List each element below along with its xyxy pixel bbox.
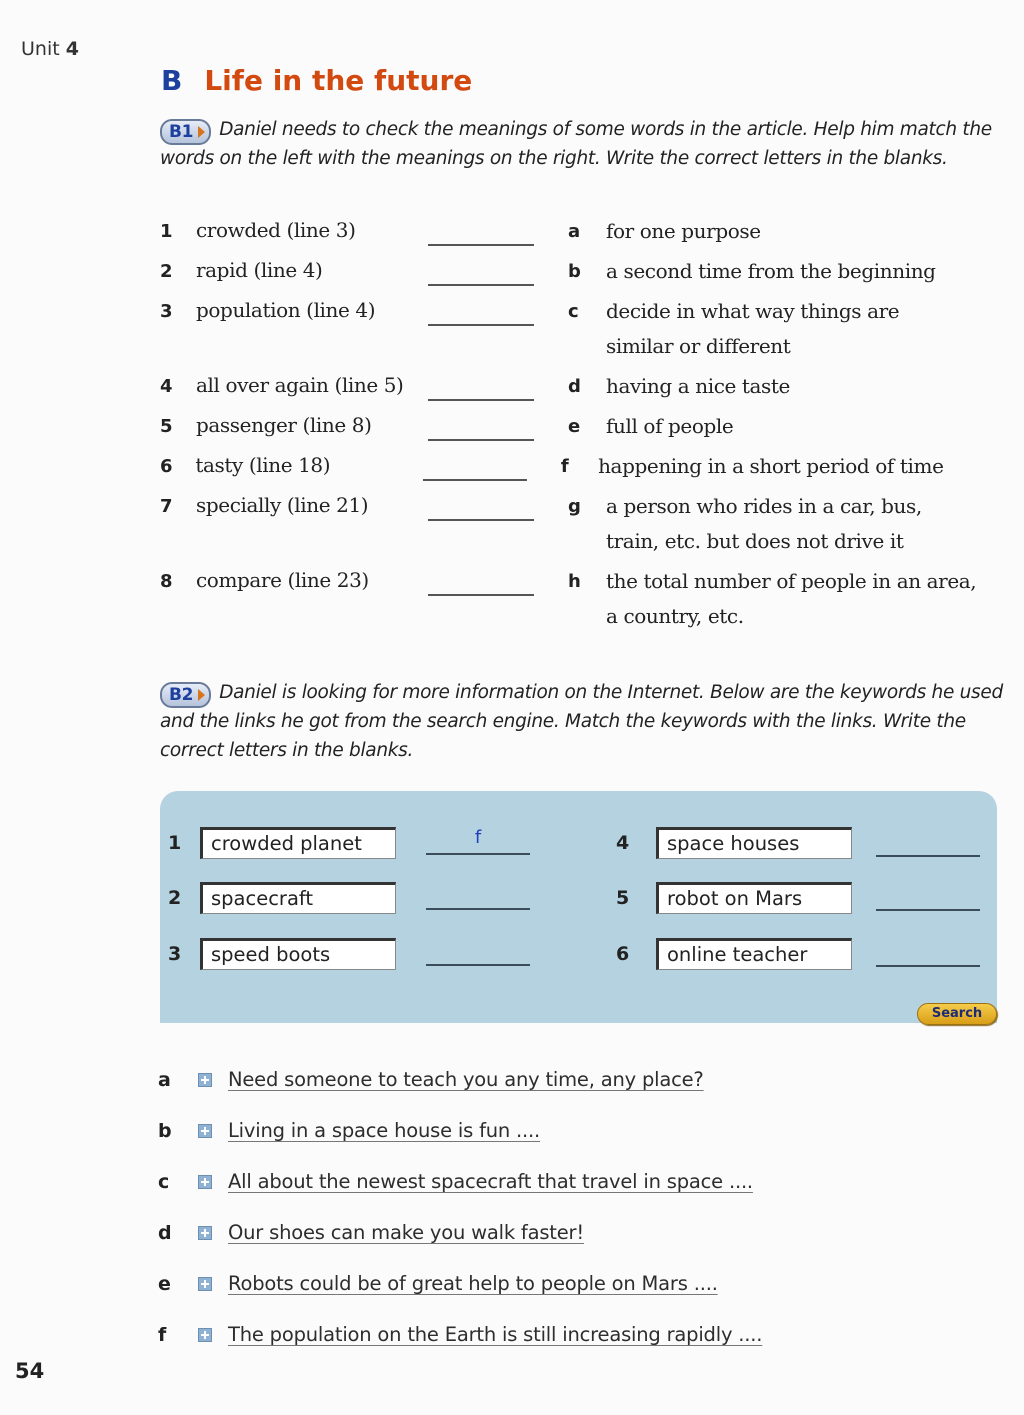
word-number: 6	[160, 456, 173, 477]
keyword-answer-blank[interactable]	[876, 883, 980, 911]
keyword-field[interactable]: space houses	[656, 827, 852, 859]
result-link[interactable]: The population on the Earth is still increasing rapidly ....	[228, 1323, 763, 1346]
keyword-number: 6	[616, 943, 630, 965]
unit-number: 4	[65, 38, 79, 60]
keyword-row	[168, 882, 396, 914]
result-item	[158, 1054, 762, 1105]
result-item	[158, 1309, 762, 1360]
keyword-number: 3	[168, 943, 182, 965]
meaning-letter: d	[568, 376, 581, 397]
word-term: rapid (line 4)	[196, 258, 323, 282]
word-term: all over again (line 5)	[196, 373, 404, 397]
b2-badge	[160, 682, 211, 708]
match-row	[160, 298, 1010, 373]
keyword-field[interactable]: crowded planet	[200, 827, 396, 859]
result-letter: d	[158, 1221, 172, 1244]
answer-blank[interactable]	[428, 568, 534, 596]
match-row	[160, 568, 1010, 643]
b1-instruction-text: Daniel needs to check the meanings of some words in the article. Help him match the words on the left with the meanings on the right. Write the correct letters in the blanks.	[160, 119, 992, 170]
answer-blank[interactable]	[428, 493, 534, 521]
meaning-text: for one purpose	[606, 219, 761, 243]
keyword-number: 2	[168, 887, 182, 909]
keyword-row	[616, 882, 852, 914]
keyword-answer-blank[interactable]	[426, 938, 530, 966]
word-term: compare (line 23)	[196, 568, 369, 592]
play-arrow-icon	[198, 689, 205, 701]
keyword-answer-blank[interactable]: f	[426, 827, 530, 855]
word-term: crowded (line 3)	[196, 218, 356, 242]
result-link[interactable]: Our shoes can make you walk faster!	[228, 1221, 584, 1244]
result-letter: c	[158, 1170, 170, 1193]
word-term: specially (line 21)	[196, 493, 369, 517]
expand-plus-icon[interactable]	[198, 1328, 212, 1342]
result-item	[158, 1105, 762, 1156]
meaning-letter: e	[568, 416, 581, 437]
word-number: 3	[160, 301, 173, 322]
answer-blank[interactable]	[428, 413, 534, 441]
unit-label	[21, 38, 79, 60]
b2-badge-label: B2	[169, 685, 194, 705]
page-number: 54	[15, 1359, 45, 1383]
result-letter: e	[158, 1272, 171, 1295]
meaning-letter: f	[560, 456, 569, 477]
result-link[interactable]: Living in a space house is fun ....	[228, 1119, 541, 1142]
match-row	[160, 413, 1010, 453]
keyword-row	[168, 938, 396, 970]
result-item	[158, 1258, 762, 1309]
word-number: 5	[160, 416, 173, 437]
word-number: 4	[160, 376, 173, 397]
match-row	[160, 258, 1010, 298]
section-title: Life in the future	[204, 64, 473, 97]
section-letter: B	[161, 64, 183, 97]
keyword-number: 5	[616, 887, 630, 909]
b1-instruction	[160, 116, 1010, 174]
meaning-letter: b	[568, 261, 581, 282]
answer-blank[interactable]	[428, 298, 534, 326]
keyword-row	[616, 938, 852, 970]
keyword-field[interactable]: spacecraft	[200, 882, 396, 914]
keyword-row	[168, 827, 396, 859]
keyword-field[interactable]: speed boots	[200, 938, 396, 970]
meaning-letter: a	[568, 221, 581, 242]
meaning-text: happening in a short period of time	[598, 454, 944, 478]
word-term: population (line 4)	[196, 298, 376, 322]
result-letter: a	[158, 1068, 171, 1091]
result-letter: b	[158, 1119, 172, 1142]
search-panel	[160, 791, 997, 1023]
keyword-number: 1	[168, 832, 182, 854]
answer-blank[interactable]	[423, 453, 527, 481]
result-item	[158, 1156, 762, 1207]
b1-badge	[160, 119, 211, 145]
b1-matching-exercise	[160, 218, 1010, 643]
play-arrow-icon	[198, 126, 205, 138]
keyword-answer-blank[interactable]	[426, 882, 530, 910]
expand-plus-icon[interactable]	[198, 1124, 212, 1138]
meaning-letter: c	[568, 301, 579, 322]
result-link[interactable]: All about the newest spacecraft that travel in space ....	[228, 1170, 753, 1193]
keyword-field[interactable]: online teacher	[656, 938, 852, 970]
section-heading	[161, 64, 472, 97]
meaning-text: having a nice taste	[606, 374, 790, 398]
match-row	[160, 218, 1010, 258]
meaning-text: decide in what way things are similar or different	[606, 299, 900, 358]
result-letter: f	[158, 1323, 167, 1346]
keyword-number: 4	[616, 832, 630, 854]
word-number: 2	[160, 261, 173, 282]
answer-blank[interactable]	[428, 218, 534, 246]
b2-instruction	[160, 679, 1010, 765]
word-number: 8	[160, 571, 173, 592]
meaning-letter: g	[568, 496, 581, 517]
result-link[interactable]: Robots could be of great help to people on Mars ....	[228, 1272, 718, 1295]
meaning-text: full of people	[606, 414, 734, 438]
search-button[interactable]: Search	[917, 1003, 997, 1025]
match-row	[160, 493, 1010, 568]
keyword-answer-blank[interactable]	[876, 829, 980, 857]
expand-plus-icon[interactable]	[198, 1175, 212, 1189]
word-term: tasty (line 18)	[195, 453, 331, 477]
result-item	[158, 1207, 762, 1258]
meaning-text: a person who rides in a car, bus, train, etc. but does not drive it	[606, 494, 922, 553]
match-row	[160, 373, 1010, 413]
answer-blank[interactable]	[428, 373, 534, 401]
expand-plus-icon[interactable]	[198, 1073, 212, 1087]
keyword-field[interactable]: robot on Mars	[656, 882, 852, 914]
meaning-text: the total number of people in an area, a country, etc.	[606, 569, 977, 628]
expand-plus-icon[interactable]	[198, 1277, 212, 1291]
keyword-answer-blank[interactable]	[876, 939, 980, 967]
result-link[interactable]: Need someone to teach you any time, any place?	[228, 1068, 704, 1091]
expand-plus-icon[interactable]	[198, 1226, 212, 1240]
answer-blank[interactable]	[428, 258, 534, 286]
match-row	[160, 453, 1010, 493]
search-results	[158, 1054, 762, 1360]
word-number: 1	[160, 221, 173, 242]
b2-instruction-text: Daniel is looking for more information on the Internet. Below are the keywords he used and the links he got from the search engine. Match the keywords with the links. Write the correct letters in the blanks.	[160, 682, 1003, 761]
meaning-letter: h	[568, 571, 581, 592]
keyword-row	[616, 827, 852, 859]
meaning-text: a second time from the beginning	[606, 259, 936, 283]
word-term: passenger (line 8)	[196, 413, 372, 437]
b1-badge-label: B1	[169, 122, 194, 142]
unit-prefix: Unit	[21, 38, 60, 60]
word-number: 7	[160, 496, 173, 517]
